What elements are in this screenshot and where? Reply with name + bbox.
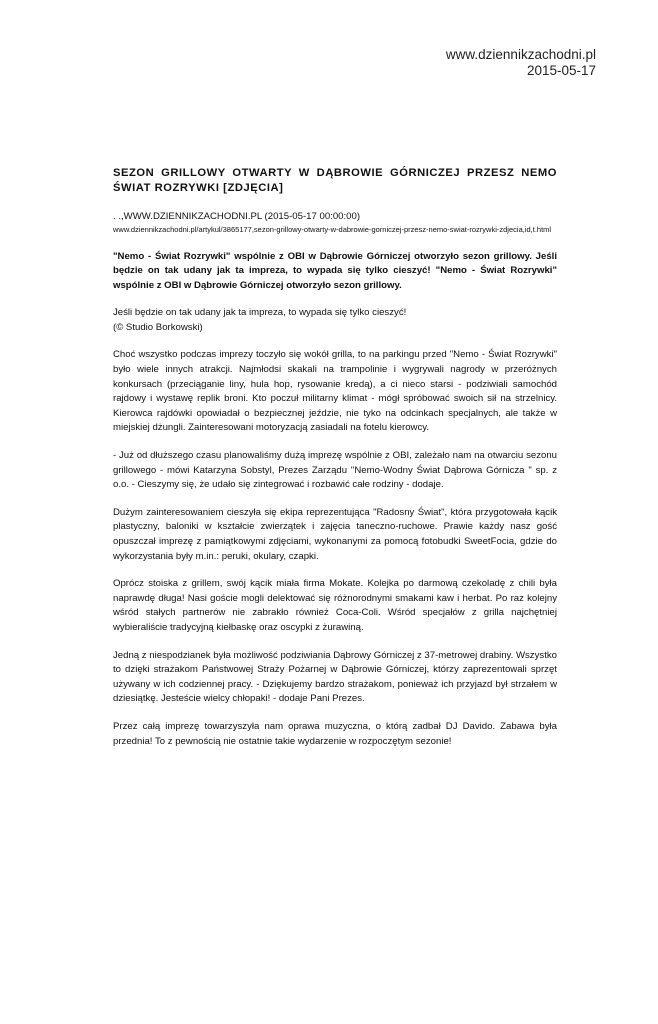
article-url: www.dziennikzachodni.pl/artykul/3865177,sezon-grillowy-otwarty-w-dabrowie-gorniczej-przesz-nemo-swiat-rozrywki-zdjecia,id,t.html	[113, 225, 552, 234]
article	[113, 166, 557, 749]
paragraph: - Już od dłuższego czasu planowaliśmy dużą imprezę wspólnie z OBI, zależało nam na otwarciu sezonu grillowego - mówi Katarzyna Sobstyl, Prezes Zarządu "Nemo-Wodny Świat Dąbrowa Górnicza " sp. z o.o. - Cieszymy się, że udało się zintegrować i rozbawić całe rodziny - dodaje.	[113, 450, 557, 491]
photo-caption	[113, 306, 557, 335]
publish-date: 2015-05-17	[526, 63, 596, 78]
paragraph: Choć wszystko podczas imprezy toczyło się wokół grilla, to na parkingu przed "Nemo - Świat Rozrywki" było wiele innych atrakcji. Najmłodsi skakali na trampolinie i wygrywali nagrody w przeróżnych konkursach (przeciąganie liny, hula hop, rysowanie kredą), a ci nieco starsi - podziwiali samochód rajdowy i wystawę replik broni. Kto poczuł militarny klimat - mógł spróbować swoich sił na strzelnicy. Kierowca rajdówki opowiadał o bezpiecznej jeździe, nie tyko na odcinkach specjalnych, ale także w miejskiej dżungli. Zainteresowani motoryzacją zasiadali na fotelu kierowcy.	[113, 349, 557, 434]
paragraph: Przez całą imprezę towarzyszyła nam oprawa muzyczna, o którą zadbał DJ Davido. Zabawa była przednia! To z pewnością nie ostatnie takie wydarzenie w rozpoczętym sezonie!	[113, 720, 557, 747]
article-lead: "Nemo - Świat Rozrywki" wspólnie z OBI w Dąbrowie Górniczej otworzyło sezon grillowy. Jeśli będzie on tak udany jak ta impreza, to wypada się tylko cieszyć! "Nemo - Świat Rozrywki" wspólnie z OBI w Dąbrowie Górniczej otworzyło sezon grillowy.	[113, 250, 557, 291]
caption-text: Jeśli będzie on tak udany jak ta impreza, to wypada się tylko cieszyć!	[113, 307, 407, 319]
article-title: SEZON GRILLOWY OTWARTY W DĄBROWIE GÓRNICZEJ PRZESZ NEMO ŚWIAT ROZRYWKI [ZDJĘCIA]	[113, 167, 557, 194]
paragraph: Dużym zainteresowaniem cieszyła się ekipa reprezentująca "Radosny Świat", która przygotowała kącik plastyczny, baloniki w kształcie zwierzątek i zajęcia taneczno-ruchowe. Prawie każdy nasz gość opuszczał imprezę z pamiątkowymi zdjęciami, wykonanymi za pomocą fotobudki SweetFocia, gdzie do wykorzystania były m.in.: peruki, okulary, czapki.	[113, 506, 557, 562]
article-source: . .,WWW.DZIENNIKZACHODNI.PL (2015-05-17 00:00:00)	[113, 211, 361, 222]
site-name: www.dziennikzachodni.pl	[445, 47, 596, 62]
caption-credit: (© Studio Borkowski)	[113, 321, 203, 333]
paragraph: Jedną z niespodzianek była możliwość podziwiania Dąbrowy Górniczej z 37-metrowej drabiny. Wszystko to dzięki strażakom Państwowej Straży Pożarnej w Dąbrowie Górniczej, którzy zaprezentowali sprzęt używany w ich codziennej pracy. - Dziękujemy bardzo strażakom, ponieważ ich przyjazd był strzałem w dziesiątkę. Jesteście wielcy chłopaki! - dodaje Pani Prezes.	[113, 649, 557, 705]
paragraph: Oprócz stoiska z grillem, swój kącik miała firma Mokate. Kolejka po darmową czekoladę z chili była naprawdę długa! Nasi goście mogli delektować się różnorodnymi smakami kaw i herbat. Po raz kolejny wśród stałych partnerów nie zabrakło również Coca-Coli. Wśród specjałów z grilla najchętniej wybieraliście tradycyjną kiełbaskę oraz oscypki z żurawiną.	[113, 578, 557, 633]
page-header	[446, 47, 596, 79]
